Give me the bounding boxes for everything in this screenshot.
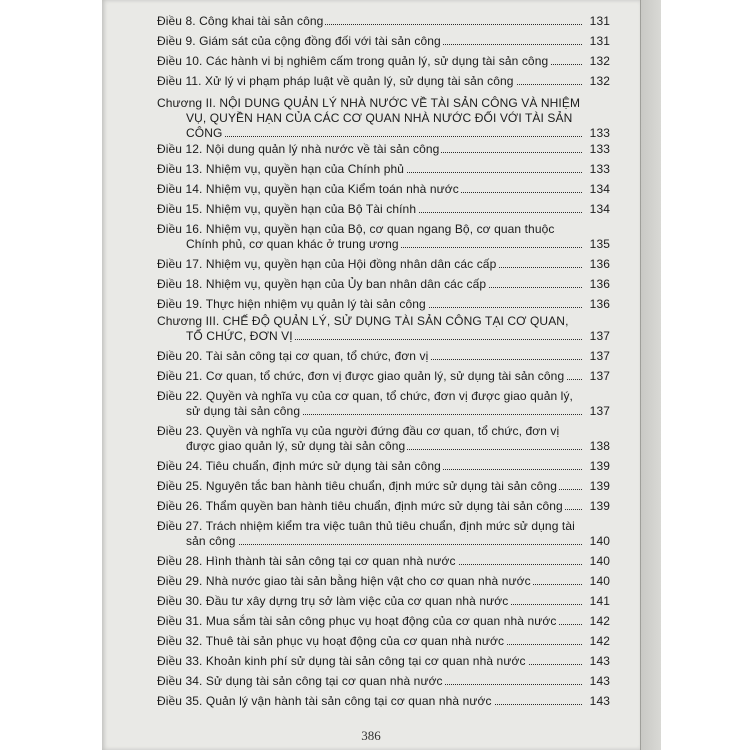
toc-entry-page: 140 [589, 554, 610, 568]
toc-entry [157, 594, 610, 609]
toc-entry-title-line: TỔ CHỨC, ĐƠN VỊ [157, 329, 295, 344]
toc-entry [157, 424, 610, 454]
book-page [102, 0, 640, 750]
page-number: 386 [361, 728, 381, 743]
toc-entry-title: Điều 35. Quản lý vận hành tài sản công tại cơ quan nhà nước [157, 694, 492, 708]
toc-entry-title: Điều 33. Khoản kinh phí sử dụng tài sản công tại cơ quan nhà nước [157, 654, 526, 668]
toc-entry-page: 137 [589, 349, 610, 363]
toc-entry-title: Điều 31. Mua sắm tài sản công phục vụ hoạt động của cơ quan nhà nước [157, 614, 557, 628]
toc-entry-title: Điều 30. Đầu tư xây dựng trụ sở làm việc của cơ quan nhà nước [157, 594, 509, 608]
toc-entry-page: 133 [589, 126, 610, 140]
toc-entry-page: 137 [589, 329, 610, 343]
toc-entry [157, 162, 610, 177]
toc-entry-page: 131 [589, 34, 610, 48]
toc-entry [157, 634, 610, 649]
toc-entry-title-line: Điều 23. Quyền và nghĩa vụ của người đứng đầu cơ quan, tổ chức, đơn vị [157, 424, 560, 438]
toc-entry-title: Điều 18. Nhiệm vụ, quyền hạn của Ủy ban nhân dân các cấp [157, 277, 487, 291]
toc-entry [157, 614, 610, 629]
toc-entry-page: 140 [589, 534, 610, 548]
toc-entry-title-line: Chương II. NỘI DUNG QUẢN LÝ NHÀ NƯỚC VỀ TÀI SẢN CÔNG VÀ NHIỆM [157, 96, 581, 110]
toc-entry-page: 137 [589, 404, 610, 418]
toc-entry-page: 142 [589, 614, 610, 628]
toc-entry-title-line: sản công [157, 534, 238, 549]
toc-entry-title-line: Chương III. CHẾ ĐỘ QUẢN LÝ, SỬ DỤNG TÀI SẢN CÔNG TẠI CƠ QUAN, [157, 314, 569, 328]
toc-entry [157, 459, 610, 474]
toc-entry-page: 143 [589, 674, 610, 688]
toc-entry-page: 143 [589, 654, 610, 668]
toc-entry-title: Điều 13. Nhiệm vụ, quyền hạn của Chính phủ [157, 162, 405, 176]
toc-entry [157, 14, 610, 29]
toc-entry-title-line: Điều 16. Nhiệm vụ, quyền hạn của Bộ, cơ quan ngang Bộ, cơ quan thuộc [157, 222, 555, 236]
toc-entry-title: Điều 29. Nhà nước giao tài sản bằng hiện vật cho cơ quan nhà nước [157, 574, 531, 588]
toc-entry [157, 257, 610, 272]
toc-entry-title: Điều 11. Xử lý vi phạm pháp luật về quản lý, sử dụng tài sản công [157, 74, 514, 88]
toc-entry-title: Điều 25. Nguyên tắc ban hành tiêu chuẩn, định mức sử dụng tài sản công [157, 479, 557, 493]
toc-entry-title: Điều 26. Thẩm quyền ban hành tiêu chuẩn, định mức sử dụng tài sản công [157, 499, 563, 513]
toc-entry [157, 389, 610, 419]
toc-entry-title: Điều 34. Sử dụng tài sản công tại cơ quan nhà nước [157, 674, 443, 688]
toc-entry [157, 34, 610, 49]
toc-entry [157, 314, 610, 344]
toc-entry-page: 140 [589, 574, 610, 588]
toc-entry-page: 133 [589, 162, 610, 176]
toc-entry-page: 142 [589, 634, 610, 648]
toc-entry-page: 132 [589, 54, 610, 68]
toc-entry-title: Điều 9. Giám sát của cộng đồng đối với tài sản công [157, 34, 441, 48]
toc-entry-page: 136 [589, 257, 610, 271]
toc-entry [157, 674, 610, 689]
toc-entry-page: 134 [589, 202, 610, 216]
toc-entry-page: 138 [589, 439, 610, 453]
toc-entry-page: 139 [589, 499, 610, 513]
toc-entry-page: 139 [589, 459, 610, 473]
toc-entry-page: 137 [589, 369, 610, 383]
toc-entry [157, 297, 610, 312]
toc-entry-title: Điều 32. Thuê tài sản phục vụ hoạt động của cơ quan nhà nước [157, 634, 505, 648]
toc-entry-title: Điều 19. Thực hiện nhiệm vụ quản lý tài sản công [157, 297, 426, 311]
toc-entry-page: 143 [589, 694, 610, 708]
toc-entry-title-line: VỤ, QUYỀN HẠN CỦA CÁC CƠ QUAN NHÀ NƯỚC ĐỐI VỚI TÀI SẢN [186, 111, 573, 125]
toc-entry-title-line: sử dụng tài sản công [157, 404, 302, 419]
toc-entry-title: Điều 24. Tiêu chuẩn, định mức sử dụng tài sản công [157, 459, 441, 473]
toc-entry [157, 554, 610, 569]
toc-entry-page: 139 [589, 479, 610, 493]
toc-entry-title: Điều 15. Nhiệm vụ, quyền hạn của Bộ Tài chính [157, 202, 417, 216]
toc-entry-page: 132 [589, 74, 610, 88]
toc-entry [157, 479, 610, 494]
toc-entry [157, 182, 610, 197]
toc-entry [157, 202, 610, 217]
toc-entry-page: 131 [589, 14, 610, 28]
toc-entry [157, 222, 610, 252]
toc-entry-title: Điều 28. Hình thành tài sản công tại cơ quan nhà nước [157, 554, 456, 568]
toc-entry-title: Điều 21. Cơ quan, tổ chức, đơn vị được giao quản lý, sử dụng tài sản công [157, 369, 565, 383]
toc-entry-title-line: CÔNG [157, 126, 224, 141]
toc-entry [157, 499, 610, 514]
toc-entry-title-line: Điều 22. Quyền và nghĩa vụ của cơ quan, tổ chức, đơn vị được giao quản lý, [157, 389, 573, 403]
toc-entry-title: Điều 20. Tài sản công tại cơ quan, tổ chức, đơn vị [157, 349, 429, 363]
page-edge [640, 0, 661, 750]
toc-entry-title: Điều 14. Nhiệm vụ, quyền hạn của Kiểm toán nhà nước [157, 182, 459, 196]
toc-entry [157, 519, 610, 549]
toc-entry [157, 54, 610, 69]
toc-entry-title: Điều 8. Công khai tài sản công [157, 14, 324, 28]
toc-entry-page: 134 [589, 182, 610, 196]
toc-entry [157, 277, 610, 292]
toc-entry-page: 136 [589, 297, 610, 311]
toc-entry-page: 136 [589, 277, 610, 291]
toc-entry [157, 654, 610, 669]
toc-entry [157, 74, 610, 89]
toc-entry [157, 142, 610, 157]
toc-entry-title: Điều 17. Nhiệm vụ, quyền hạn của Hội đồng nhân dân các cấp [157, 257, 497, 271]
toc-entry-title: Điều 12. Nội dung quản lý nhà nước về tài sản công [157, 142, 440, 156]
toc-entry-title: Điều 10. Các hành vi bị nghiêm cấm trong quản lý, sử dụng tài sản công [157, 54, 549, 68]
toc-entry [157, 349, 610, 364]
toc-entry-page: 135 [589, 237, 610, 251]
toc-entry-page: 141 [589, 594, 610, 608]
toc-entry-title-line: Điều 27. Trách nhiệm kiểm tra việc tuân thủ tiêu chuẩn, định mức sử dụng tài [157, 519, 575, 533]
toc-entry-title-line: được giao quản lý, sử dụng tài sản công [157, 439, 407, 454]
toc-entry [157, 96, 610, 141]
toc-entry [157, 694, 610, 709]
toc-entry [157, 574, 610, 589]
toc-entry [157, 369, 610, 384]
toc-entry-title-line: Chính phủ, cơ quan khác ở trung ương [157, 237, 401, 252]
toc-entry-page: 133 [589, 142, 610, 156]
